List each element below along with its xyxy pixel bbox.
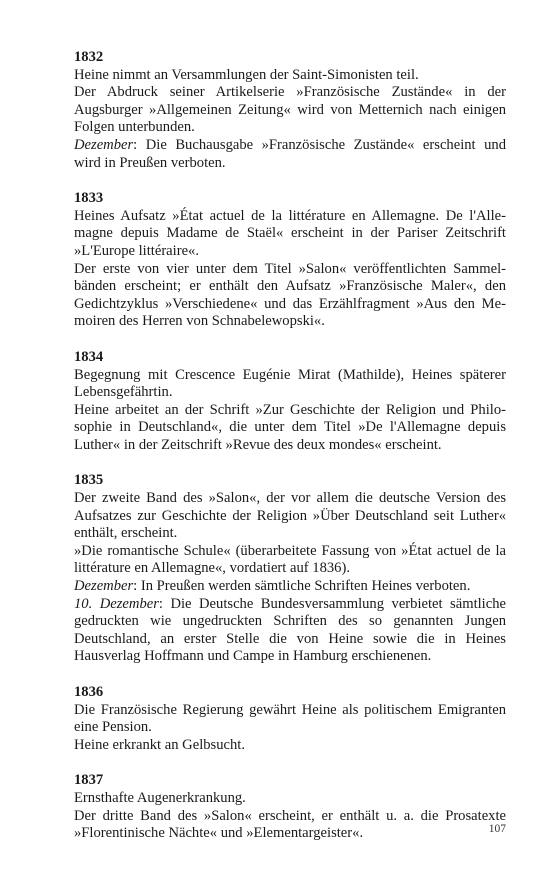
- entry-paragraph: [74, 737, 506, 755]
- entry-paragraph: [74, 67, 506, 85]
- paragraph-text: : In Preußen werden sämtliche Schriften Heines verboten.: [133, 578, 471, 595]
- year-entry-1832: [74, 49, 506, 172]
- entry-paragraph: [74, 702, 506, 737]
- paragraph-text: »Die romantische Schule« (überarbeitete Fassung von »État actuel de la littérature en Allemagne«, vordatiert auf 1836).: [74, 542, 506, 577]
- entry-paragraph: [74, 596, 506, 666]
- paragraph-text: Ernsthafte Augenerkrankung.: [74, 789, 246, 806]
- year-heading: 1836: [74, 684, 104, 700]
- year-entry-1834: [74, 349, 506, 455]
- entry-paragraph: [74, 367, 506, 402]
- paragraph-text: Der Abdruck seiner Artikelserie »Französische Zustände« in der Augsburger »Allgemeinen Zeitung« wird von Metternich nach einigen Folgen unterbunden.: [74, 84, 506, 136]
- paragraph-text: Heine nimmt an Versammlungen der Saint-Simonisten teil.: [74, 66, 419, 83]
- paragraph-text: : Die Buchausgabe »Französische Zustände« erscheint und wird in Preußen verboten.: [74, 136, 506, 171]
- date-lead: Dezember: [74, 136, 134, 153]
- paragraph-text: Der erste von vier unter dem Titel »Salon« veröffentlichten Sammelbänden erscheint; er enthält den Aufsatz »Französische Maler«, den Gedichtzyklus »Verschiedene« und das Erzählfragment »Aus den Memoiren des Herren von Schnabelewopski«.: [74, 260, 506, 330]
- year-heading: 1832: [74, 49, 104, 65]
- year-entry-1836: [74, 684, 506, 754]
- date-lead: 10. Dezember: [74, 595, 159, 612]
- entry-paragraph: [74, 208, 506, 261]
- entry-paragraph: [74, 808, 506, 843]
- entry-paragraph: [74, 790, 506, 808]
- year-entry-1835: [74, 472, 506, 666]
- paragraph-text: Der dritte Band des »Salon« erscheint, er enthält u. a. die Prosatexte »Florentinische Nächte« und »Elementargeister«.: [74, 807, 506, 842]
- chronology-page: [74, 49, 506, 861]
- year-heading: 1834: [74, 348, 104, 365]
- paragraph-text: Der zweite Band des »Salon«, der vor allem die deutsche Version des Aufsatzes zur Geschichte der Religion »Über Deutschland seit Luther« enthält, erscheint.: [74, 490, 506, 542]
- year-entry-1837: [74, 772, 506, 842]
- paragraph-text: Begegnung mit Crescence Eugénie Mirat (Mathilde), Heines späterer Lebensgefährtin.: [74, 366, 506, 401]
- entry-paragraph: [74, 261, 506, 331]
- entry-paragraph: [74, 578, 506, 596]
- paragraph-text: : Die Deutsche Bundesversammlung verbietet sämtliche gedruckten wie ungedruckten Schriften des so genannten Jungen Deutschland, an erster Stelle die von Heine sowie die in Heines Hausverlag Hoffmann und Campe in Hamburg erschienenen.: [74, 595, 506, 665]
- paragraph-text: Heine arbeitet an der Schrift »Zur Geschichte der Religion und Philosophie in Deutschland«, die unter dem Titel »De l'Allemagne depuis Luther« in der Zeitschrift »Revue des deux mondes« erscheint.: [74, 401, 506, 453]
- year-heading: 1835: [74, 472, 104, 489]
- entry-paragraph: [74, 543, 506, 578]
- paragraph-text: Heine erkrankt an Gelbsucht.: [74, 736, 246, 753]
- paragraph-text: Heines Aufsatz »État actuel de la littérature en Allemagne. De l'Allemagne depuis Madame de Staël« erscheint in der Pariser Zeitschrift »L'Europe littéraire«.: [74, 207, 506, 259]
- paragraph-text: Die Französische Regierung gewährt Heine als politischem Emigranten eine Pension.: [74, 701, 506, 736]
- entry-paragraph: [74, 490, 506, 543]
- year-entry-1833: [74, 190, 506, 331]
- year-heading: 1833: [74, 190, 104, 207]
- date-lead: Dezember: [74, 578, 134, 595]
- entry-paragraph: [74, 84, 506, 137]
- entry-paragraph: [74, 137, 506, 172]
- entry-paragraph: [74, 402, 506, 455]
- year-heading: 1837: [74, 772, 104, 789]
- page-number: 107: [488, 823, 506, 835]
